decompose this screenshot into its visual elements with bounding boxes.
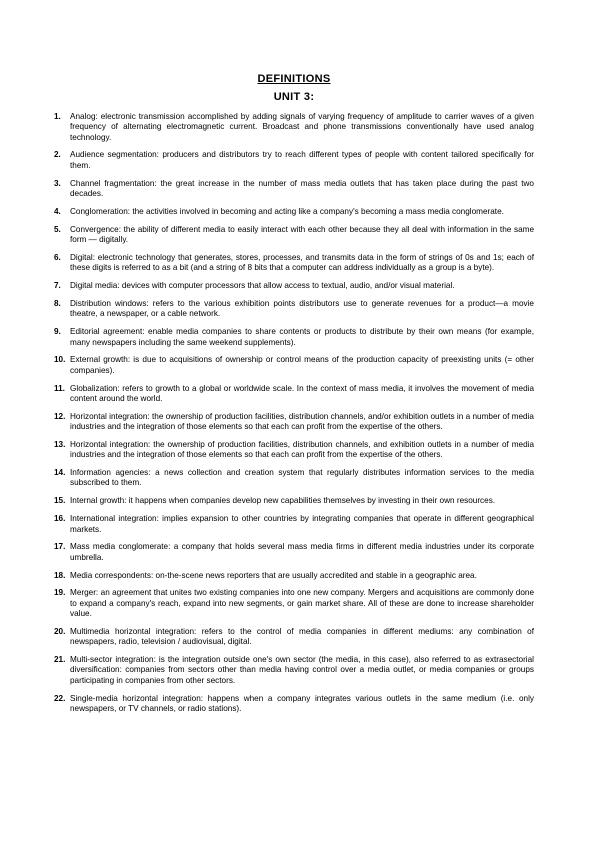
definition-item xyxy=(54,514,534,535)
definition-number: 18. xyxy=(54,570,66,580)
definition-item xyxy=(54,150,534,171)
definition-item xyxy=(54,468,534,489)
definition-number: 14. xyxy=(54,468,66,478)
definition-number: 12. xyxy=(54,411,66,421)
definition-item xyxy=(54,299,534,320)
definition-number: 19. xyxy=(54,588,66,598)
definition-number: 9. xyxy=(54,327,61,337)
definition-item xyxy=(54,327,534,348)
definitions-list xyxy=(54,112,534,714)
unit-heading: UNIT 3: xyxy=(273,91,315,103)
definition-text: Mass media conglomerate: a company that holds several mass media firms in different media industries under its corporate umbrella. xyxy=(70,542,534,562)
definition-text: Information agencies: a news collection and creation system that regularly distributes information services to the media subscribed to them. xyxy=(70,468,534,488)
definition-item xyxy=(54,627,534,648)
definition-number: 1. xyxy=(54,112,61,121)
definition-item xyxy=(54,384,534,405)
definition-item xyxy=(54,496,534,506)
definition-item xyxy=(54,281,534,291)
document-page xyxy=(54,72,534,722)
definition-text: Conglomeration: the activities involved in becoming and acting like a company's becoming a mass media conglomerate. xyxy=(70,206,504,216)
definition-text: Editorial agreement: enable media companies to share contents or products to distribute by their own means (for example, many newspapers including the same weekend supplements). xyxy=(70,327,534,347)
definition-number: 3. xyxy=(54,178,61,188)
definition-number: 6. xyxy=(54,252,61,262)
definition-number: 11. xyxy=(54,383,65,393)
definition-text: Horizontal integration: the ownership of production facilities, distribution channels, and/or exhibition outlets in a number of media industries and the integration of those elements so that each can profit from the expertise of the others. xyxy=(70,411,534,432)
definition-number: 22. xyxy=(54,693,66,703)
definition-text: International integration: implies expansion to other countries by integrating companies that operate in different geographical markets. xyxy=(70,514,534,534)
definition-text: Globalization: refers to growth to a global or worldwide scale. In the context of mass media, it involves the movement of media content around the world. xyxy=(70,383,534,403)
definition-item xyxy=(54,542,534,563)
definition-item xyxy=(54,412,534,433)
definition-text: External growth: is due to acquisitions of ownership or control means of the production capacity of preexisting units (= other companies). xyxy=(70,355,534,375)
definition-text: Multimedia horizontal integration: refers to the control of media companies in different mediums: any combination of newspapers, radio, television / audiovisual, digital. xyxy=(70,626,534,647)
definition-item xyxy=(54,112,534,143)
definition-text: Horizontal integration: the ownership of production facilities, distribution channels, and exhibition outlets in a number of media industries and the integration of those elements so that each can profit from the expertise of the others. xyxy=(70,439,534,460)
definition-number: 4. xyxy=(54,206,61,216)
definition-number: 15. xyxy=(54,496,66,506)
definition-text: Digital: electronic technology that generates, stores, processes, and transmits data in the form of strings of 0s and 1s; each of these digits is referred to as a bit (and a string of 8 bits that a computer can address individually as a group is a byte). xyxy=(70,252,534,273)
definition-text: Internal growth: it happens when companies develop new capabilities themselves by investing in their own resources. xyxy=(70,496,496,506)
definition-text: Analog: electronic transmission accomplished by adding signals of varying frequency of amplitude to carrier waves of a given frequency of alternating electromagnetic current. Broadcast and phone transmissions conventionally have used analog technology. xyxy=(70,112,534,142)
page-title: DEFINITIONS xyxy=(257,73,331,85)
definition-text: Convergence: the ability of different media to easily interact with each other because they all deal with information in the same form — digitally. xyxy=(70,224,534,245)
definition-item xyxy=(54,694,534,715)
definition-number: 10. xyxy=(54,355,66,365)
definition-number: 16. xyxy=(54,514,66,524)
definition-text: Media correspondents: on-the-scene news reporters that are usually accredited and stable in a geographic area. xyxy=(70,570,477,580)
definition-text: Channel fragmentation: the great increase in the number of mass media outlets that has taken place during the past two decades. xyxy=(70,178,534,198)
definition-number: 21. xyxy=(54,655,66,665)
definition-item xyxy=(54,440,534,461)
definition-text: Single-media horizontal integration: happens when a company integrates various outlets in the same medium (i.e. only newspapers, or TV channels, or radio stations). xyxy=(70,693,534,713)
definition-text: Audience segmentation: producers and distributors try to reach different types of people with content tailored specifically for them. xyxy=(70,150,534,170)
definition-text: Digital media: devices with computer processors that allow access to textual, audio, and/or visual material. xyxy=(70,281,455,291)
definition-number: 17. xyxy=(54,542,66,552)
definition-item xyxy=(54,355,534,376)
definition-item xyxy=(54,571,534,581)
definition-number: 7. xyxy=(54,281,61,291)
definition-number: 2. xyxy=(54,150,61,160)
definition-item xyxy=(54,207,534,217)
definition-text: Merger: an agreement that unites two existing companies into one new company. Mergers and acquisitions are commonly done to expand a company's reach, expand into new segments, or gain market share. All of these are done to increase shareholder value. xyxy=(70,588,534,619)
definition-text: Distribution windows: refers to the various exhibition points distributors use to generate revenues for a product—a movie theatre, a newspaper, or a cable network. xyxy=(70,299,534,319)
definition-item xyxy=(54,179,534,200)
definition-number: 13. xyxy=(54,439,66,449)
definition-number: 5. xyxy=(54,224,61,234)
definition-item xyxy=(54,225,534,246)
definition-item xyxy=(54,588,534,619)
definition-text: Multi-sector integration: is the integration outside one's own sector (the media, in this case), also referred to as extrasectorial diversification: companies from sectors other than media having control over a media outlet, or media companies or groups participating in companies from other sectors. xyxy=(70,655,534,685)
definition-number: 20. xyxy=(54,626,66,636)
definition-number: 8. xyxy=(54,299,61,309)
definition-item xyxy=(54,253,534,274)
definition-item xyxy=(54,655,534,686)
